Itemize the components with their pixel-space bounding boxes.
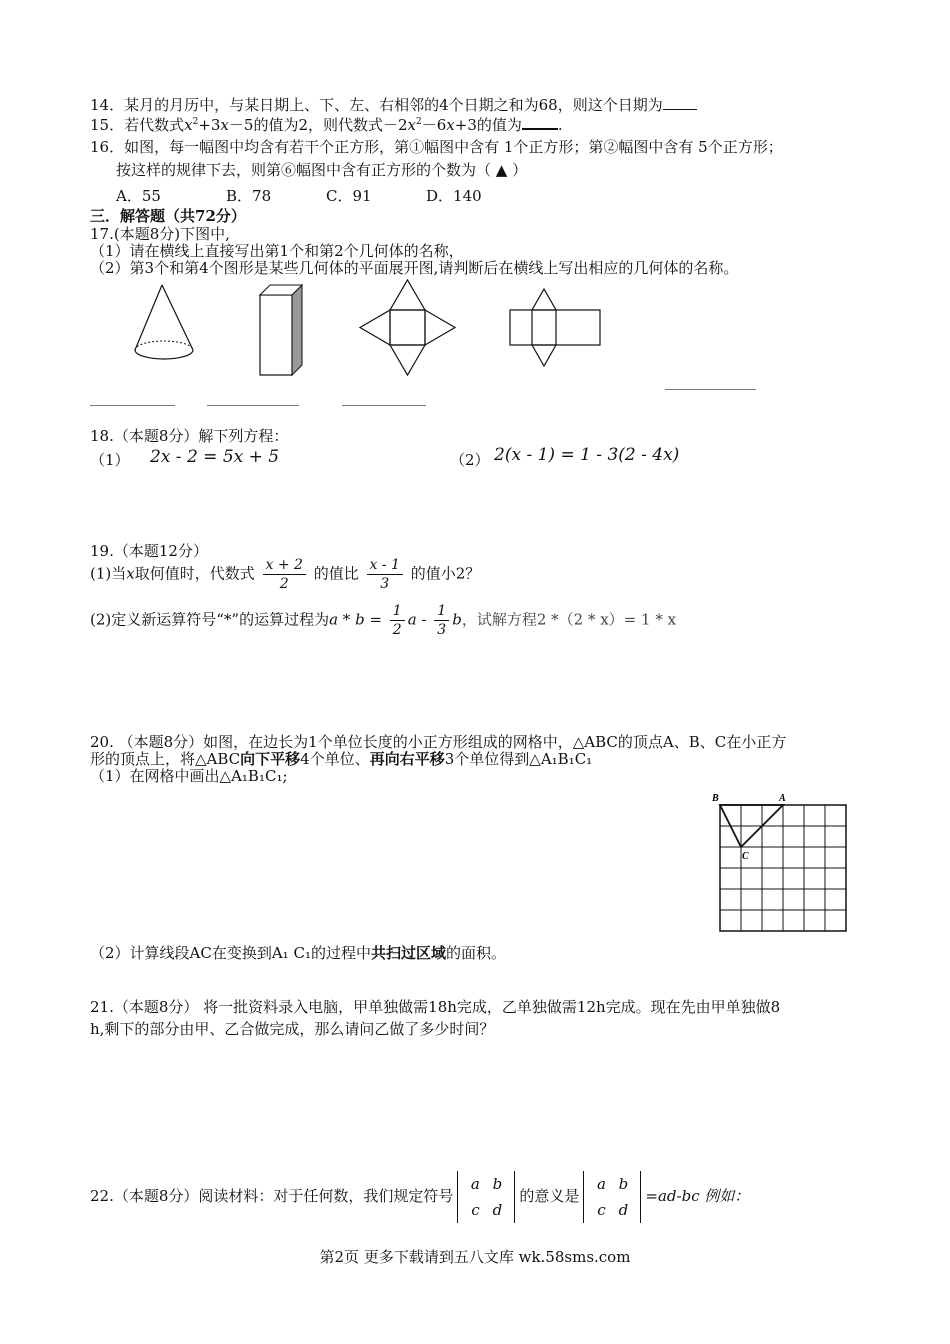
q18-head: 18.（本题8分）解下列方程：	[90, 427, 289, 445]
q18-part1-label: （1）	[90, 451, 130, 469]
q21-line2: h,剩下的部分由甲、乙合做完成，那么请问乙做了多少时间？	[90, 1020, 495, 1038]
q20-line1: 20. （本题8分）如图，在边长为1个单位长度的小正方形组成的网格中，△ABC的顶点A、B、C在小正方	[90, 733, 787, 751]
answer-blank	[522, 114, 558, 130]
q16-option-d: D．140	[426, 187, 482, 205]
q17-head: 17.(本题8分)下图中,	[90, 225, 230, 243]
q19-head: 19.（本题12分）	[90, 542, 208, 560]
grid-figure	[710, 790, 850, 940]
pyramid-net-figure	[360, 280, 455, 375]
section-heading: 三．解答题（共72分）	[90, 207, 246, 225]
label-b: B	[712, 793, 719, 804]
label-c: C	[742, 851, 749, 862]
q16-option-b: B．78	[226, 187, 272, 205]
label-a: A	[779, 793, 786, 804]
answer-line-4	[665, 389, 756, 390]
q19-part1: (1)当x取何值时，代数式 $\frac{x + 2}{2}$ 的值比 $\frac{x - 1}{3}$ 的值小2？	[90, 557, 481, 592]
q14-text: 14．某月的月历中，与某日期上、下、左、右相邻的4个日期之和为68，则这个日期为	[90, 94, 697, 115]
q18-part2-label: （2）	[450, 451, 490, 469]
answer-line-2	[207, 405, 299, 406]
q17-part1: （1）请在横线上直接写出第1个和第2个几何体的名称，	[90, 242, 464, 260]
q22-text: 22.（本题8分）阅读材料：对于任何数，我们规定符号a b c d的意义是a b c d=ad-bc 例如：	[90, 1171, 749, 1223]
fraction-x-minus-1-over-3: $\frac{x - 1}{3}$	[367, 556, 403, 593]
q21-line1: 21.（本题8分） 将一批资料录入电脑，甲单独做需18h完成，乙单独做需12h完成。现在先由甲单独做8	[90, 998, 781, 1016]
q16-option-c: C．91	[326, 187, 372, 205]
q18-equation-2: 2(x - 1) = 1 - 3(2 - 4x)	[494, 445, 680, 465]
q16-line2: 按这样的规律下去，则第⑥幅图中含有正方形的个数为（ ▲ ）	[116, 161, 528, 179]
prism-figure	[260, 285, 302, 375]
page-footer: 第2页 更多下载请到五八文库 wk.58sms.com	[319, 1248, 631, 1266]
q15-text: 15．若代数式$x^2+3x-5$的值为2，则代数式$-2x^2-6x+3$的值为 .	[90, 116, 563, 134]
fraction-x-plus-2-over-2: $\frac{x + 2}{2}$	[263, 556, 306, 593]
determinant-symbol: a b c d	[457, 1171, 515, 1223]
determinant-symbol-2: a b c d	[583, 1171, 641, 1223]
q19-part2: (2)定义新运算符号“*”的运算过程为a * b = $\frac{1}{2}$ a - $\frac{1}{3}$ b，试解方程2 *（2 * x）= 1 * x	[90, 603, 677, 638]
answer-line-1	[90, 405, 175, 406]
q20-line2: 形的顶点上，将△ABC向下平移4个单位、再向右平移3个单位得到△A₁B₁C₁	[90, 750, 593, 768]
q17-figures	[120, 275, 640, 385]
q20-part1: （1）在网格中画出△A₁B₁C₁;	[90, 767, 288, 785]
answer-line-3	[342, 405, 426, 406]
q17-part2: （2）第3个和第4个图形是某些几何体的平面展开图,请判断后在横线上写出相应的几何体的名称。	[90, 259, 739, 277]
q16-option-a: A．55	[116, 187, 161, 205]
q20-part2: （2）计算线段AC在变换到A₁ C₁的过程中共扫过区域的面积。	[90, 944, 506, 962]
q18-equation-1: 2x - 2 = 5x + 5	[150, 447, 280, 467]
triangular-prism-net-figure	[510, 289, 600, 366]
cone-figure	[135, 285, 193, 359]
q16-line1: 16．如图，每一幅图中均含有若干个正方形，第①幅图中含有 1个正方形；第②幅图中含有 5个正方形；	[90, 138, 783, 156]
answer-blank	[663, 95, 697, 110]
